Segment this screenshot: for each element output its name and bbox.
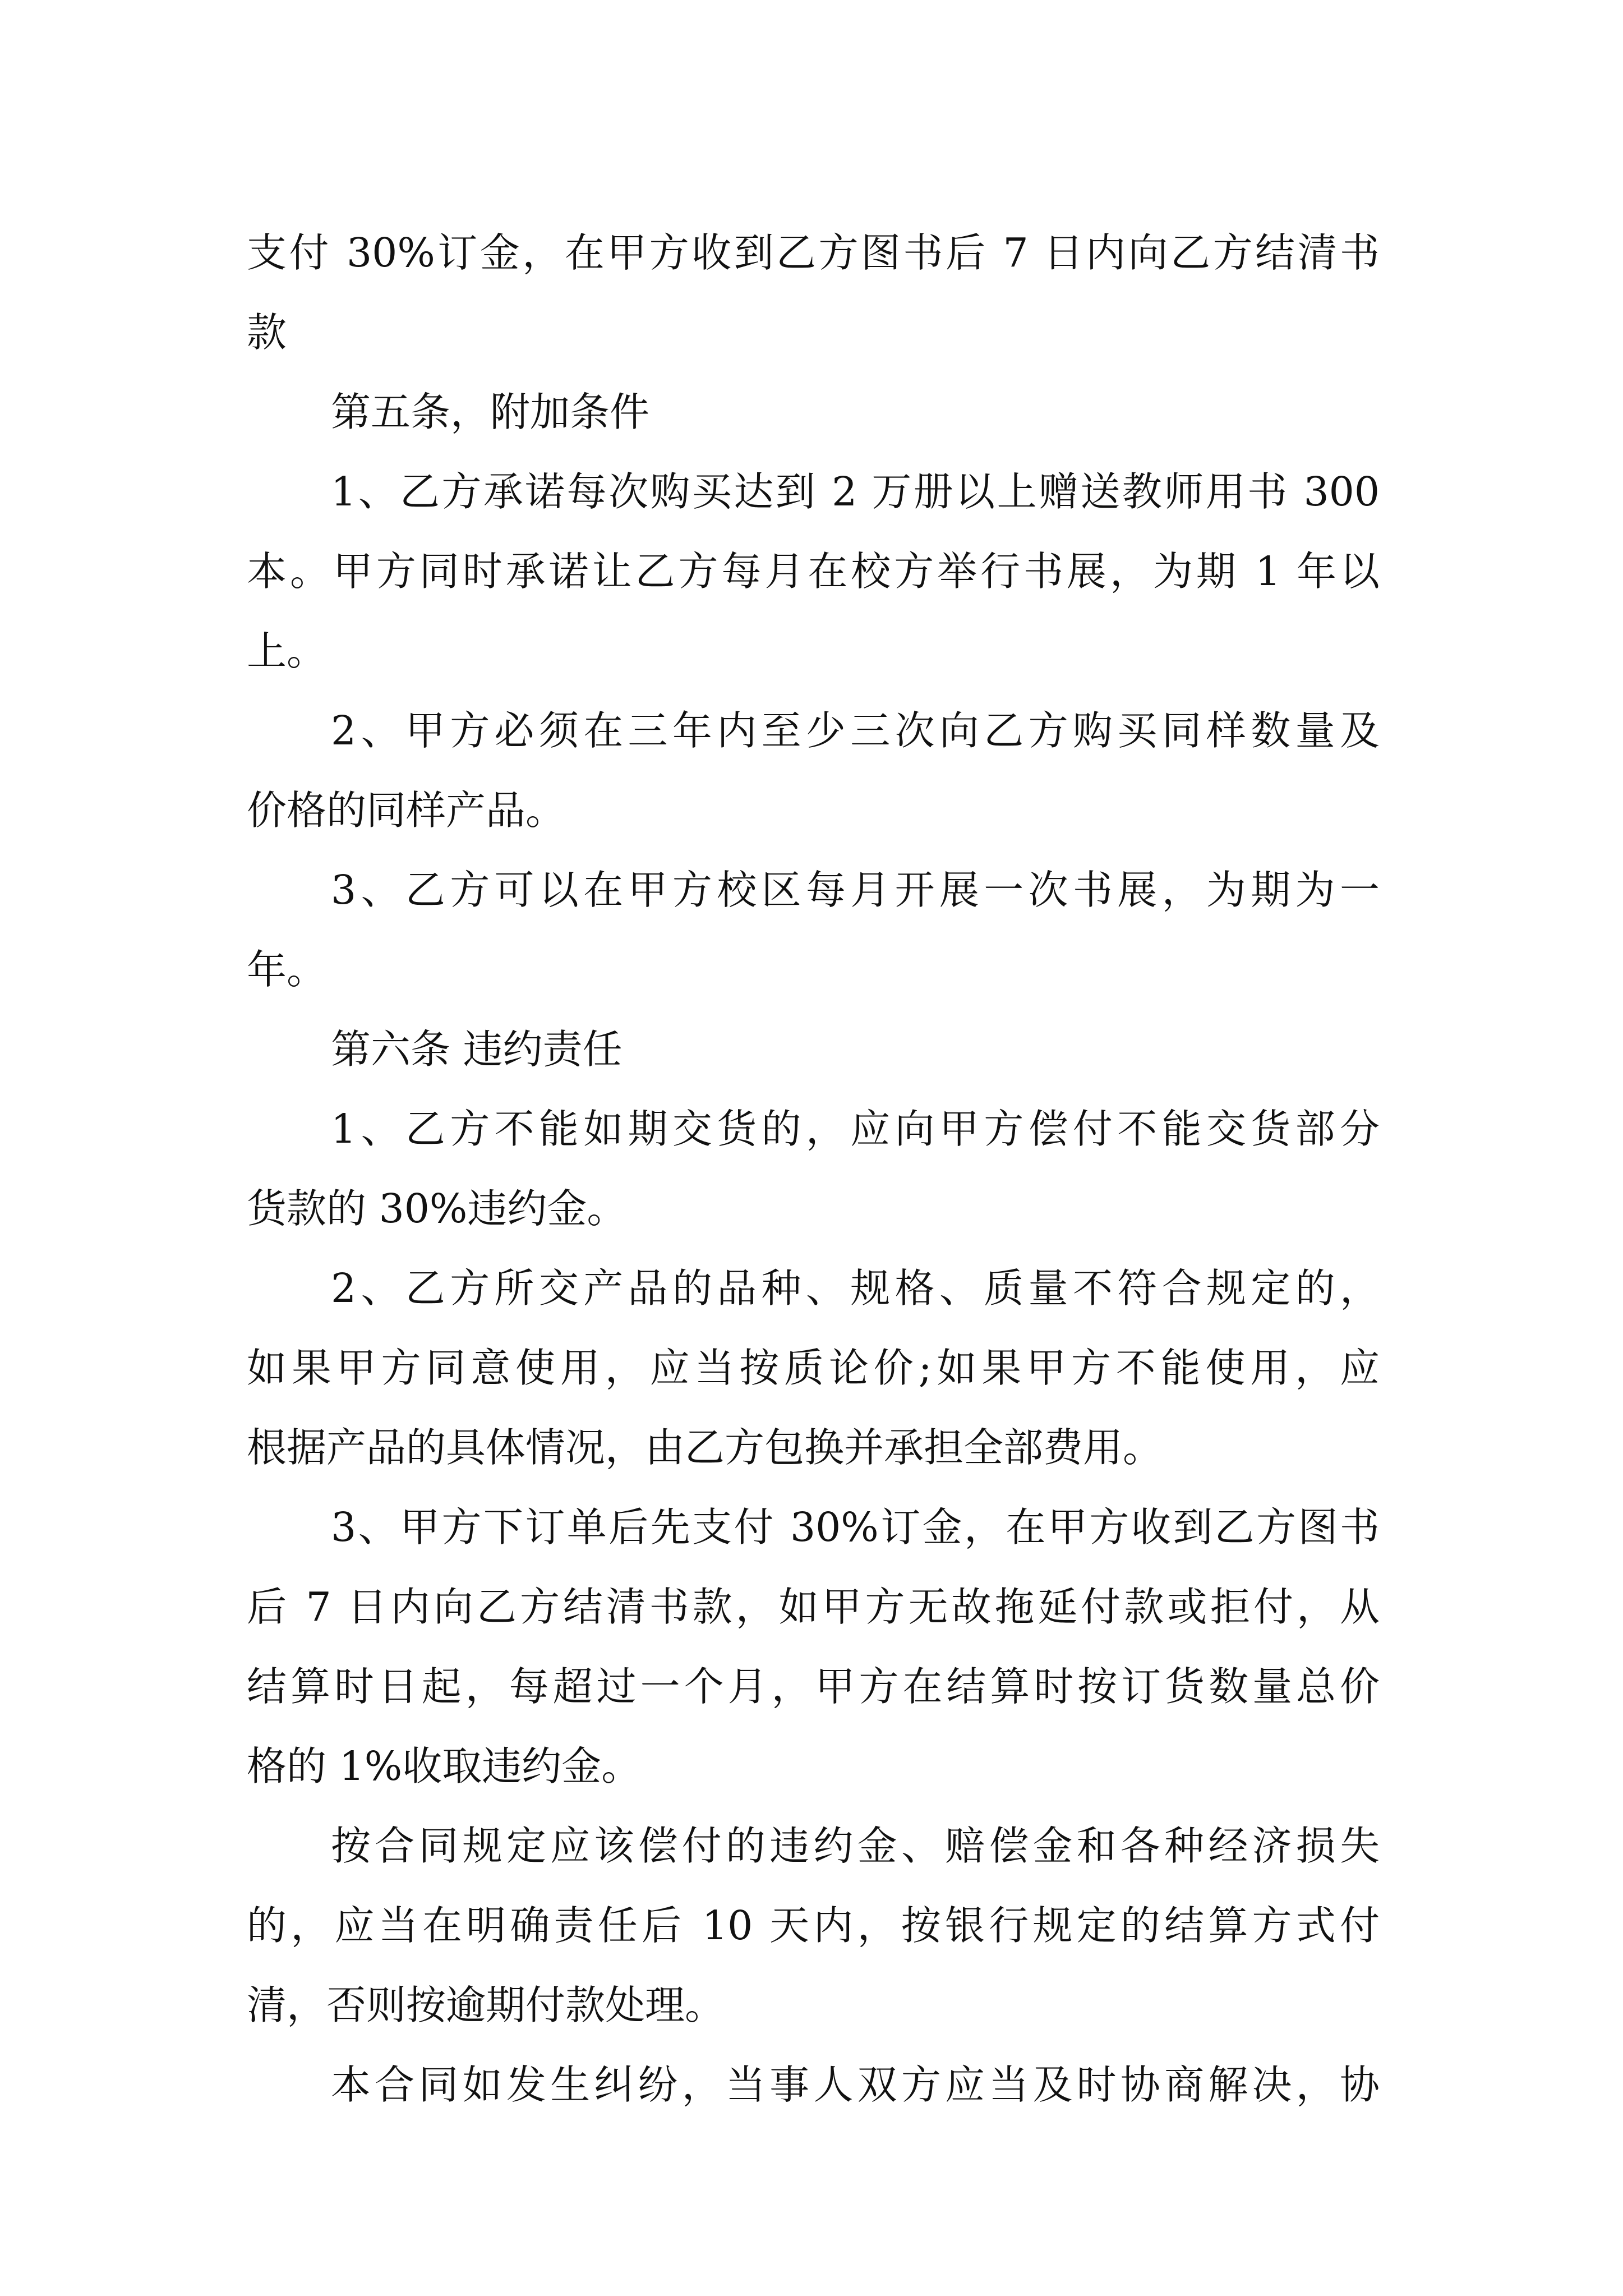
text-line: 后 7 日内向乙方结清书款，如甲方无故拖延付款或拒付，从 <box>247 1584 1380 1630</box>
text-line: 根据产品的具体情况，由乙方包换并承担全部费用。 <box>247 1424 1163 1471</box>
text-line: 第五条，附加条件 <box>331 389 650 435</box>
text-line: 款 <box>247 309 287 356</box>
text-line: 货款的 30%违约金。 <box>247 1185 627 1232</box>
text-line: 1、乙方承诺每次购买达到 2 万册以上赠送教师用书 300 <box>331 468 1380 515</box>
text-line: 如果甲方同意使用，应当按质论价;如果甲方不能使用，应 <box>247 1345 1380 1391</box>
text-line: 上。 <box>247 628 327 674</box>
text-line: 1、乙方不能如期交货的，应向甲方偿付不能交货部分 <box>331 1106 1380 1152</box>
text-line: 2、甲方必须在三年内至少三次向乙方购买同样数量及 <box>331 707 1380 754</box>
text-line: 价格的同样产品。 <box>247 787 566 834</box>
text-line: 的，应当在明确责任后 10 天内，按银行规定的结算方式付 <box>247 1902 1380 1949</box>
text-line: 支付 30%订金，在甲方收到乙方图书后 7 日内向乙方结清书 <box>247 229 1380 276</box>
text-line: 年。 <box>247 946 327 993</box>
text-line: 按合同规定应该偿付的违约金、赔偿金和各种经济损失 <box>331 1823 1380 1869</box>
text-line: 清，否则按逾期付款处理。 <box>247 1982 725 2028</box>
text-line: 第六条 违约责任 <box>331 1026 623 1073</box>
text-line: 本合同如发生纠纷，当事人双方应当及时协商解决，协 <box>331 2062 1380 2108</box>
text-line: 3、乙方可以在甲方校区每月开展一次书展，为期为一 <box>331 867 1380 913</box>
text-line: 2、乙方所交产品的品种、规格、质量不符合规定的， <box>331 1265 1380 1312</box>
text-line: 结算时日起，每超过一个月，甲方在结算时按订货数量总价 <box>247 1663 1380 1710</box>
text-line: 格的 1%收取违约金。 <box>247 1743 642 1789</box>
document-body <box>247 213 1380 2125</box>
text-line: 3、甲方下订单后先支付 30%订金，在甲方收到乙方图书 <box>331 1504 1380 1550</box>
text-line: 本。甲方同时承诺让乙方每月在校方举行书展，为期 1 年以 <box>247 548 1380 595</box>
